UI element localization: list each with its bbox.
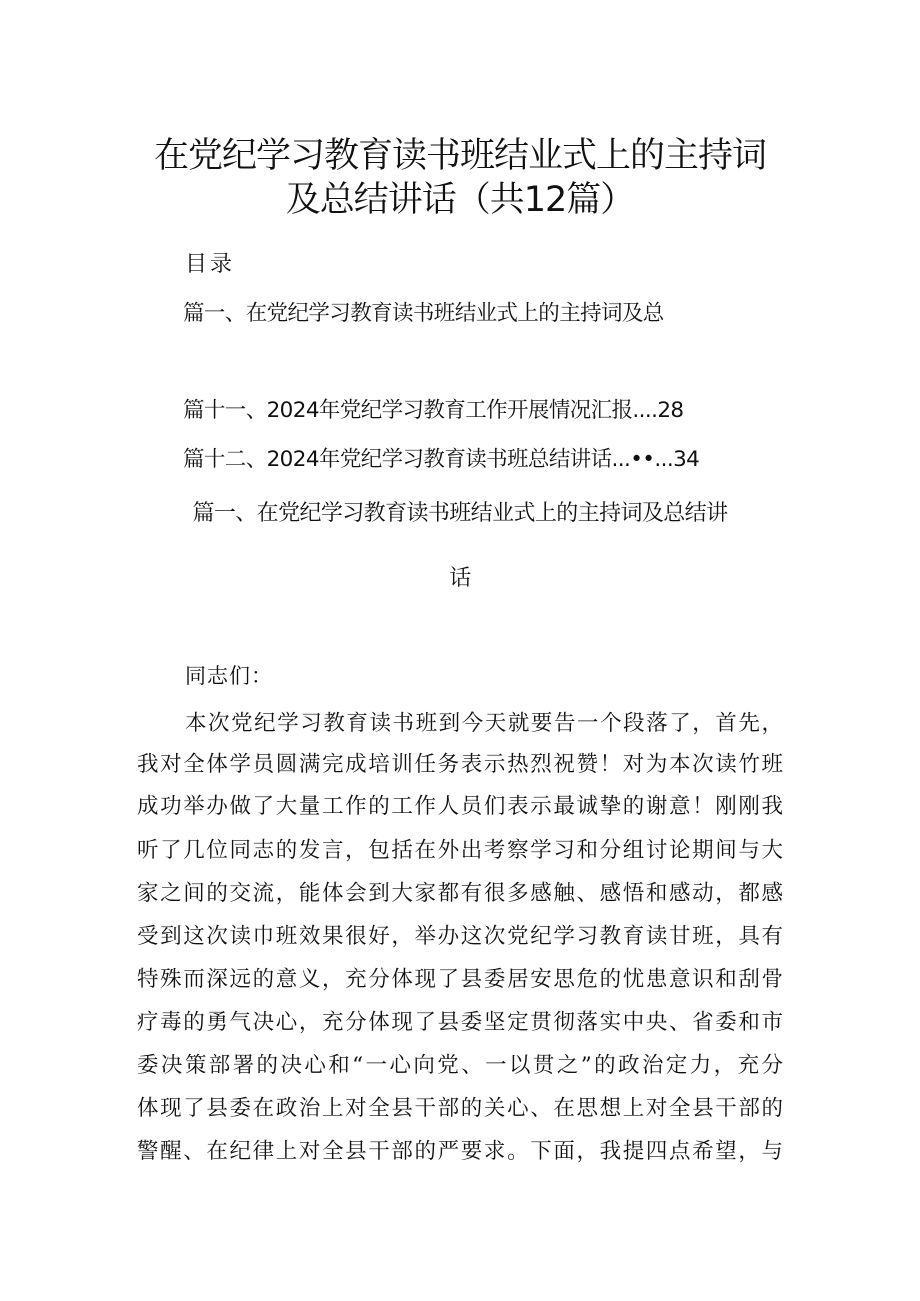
section-title-line-2: 话: [449, 566, 471, 591]
document-title-line-2: 及总结讲话（共12篇）: [285, 180, 635, 220]
toc-item[interactable]: 篇十一、2024年党纪学习教育工作开展情况汇报....28: [183, 398, 684, 423]
paragraph-line: 特殊而深远的意义，充分体现了县委居安思危的忧患意识和刮骨: [137, 967, 783, 992]
toc-item[interactable]: 篇一、在党纪学习教育读书班结业式上的主持词及总: [183, 301, 664, 326]
paragraph-line: 成功举办做了大量工作的工作人员们表示最诚挚的谢意！刚刚我: [137, 794, 783, 819]
paragraph-line: 受到这次读巾班效果很好，举办这次党纪学习教育读甘班，具有: [137, 924, 783, 949]
toc-heading: 目录: [185, 252, 236, 277]
paragraph-line: 疗毒的勇气决心，充分体现了县委坚定贯彻落实中央、省委和市: [137, 1010, 783, 1035]
paragraph-line: 本次党纪学习教育读书班到今天就要告一个段落了，首先，: [185, 711, 783, 736]
section-title-line-1: 篇一、在党纪学习教育读书班结业式上的主持词及总结讲: [192, 501, 728, 526]
paragraph-line: 我对全体学员圆满完成培训任务表示热烈祝赞！对为本次读竹班: [137, 752, 783, 777]
paragraph-line: 警醒、在纪律上对全县干部的严要求。下面，我提四点希望，与: [137, 1139, 783, 1164]
toc-item[interactable]: 篇十二、2024年党纪学习教育读书班总结讲话...••...34: [183, 447, 700, 472]
paragraph-line: 家之间的交流，能体会到大家都有很多感触、感悟和感动，都感: [137, 881, 783, 906]
paragraph-line: 体现了县委在政治上对全县干部的关心、在思想上对全县干部的: [137, 1096, 783, 1121]
paragraph-line: 听了几位同志的发言，包括在外出考察学习和分组讨论期间与大: [137, 838, 783, 863]
salutation: 同志们：: [185, 664, 273, 688]
document-title-line-1: 在党纪学习教育读书班结业式上的主持词: [153, 136, 766, 176]
paragraph-line: 委决策部署的决心和“一心向党、一以贯之”的政治定力，充分: [137, 1053, 783, 1078]
